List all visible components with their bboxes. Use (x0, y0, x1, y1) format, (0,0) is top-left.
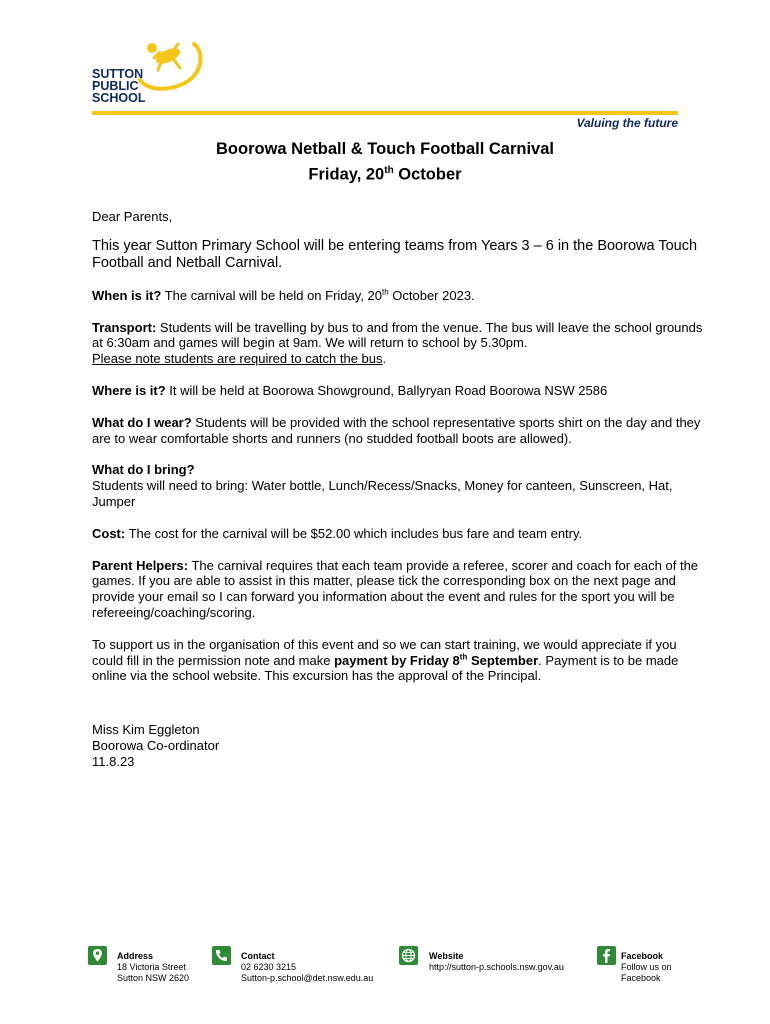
letter-body (92, 209, 704, 770)
signature-name: Miss Kim Eggleton (92, 722, 200, 738)
footer-address-line-2: Sutton NSW 2620 (117, 973, 190, 983)
footer-website-url[interactable]: http://sutton-p.schools.nsw.gov.au (429, 962, 564, 972)
greeting: Dear Parents, (92, 209, 173, 224)
bring-paragraph (92, 462, 704, 509)
transport-text: Students will be travelling by bus to and from the venue. The bus will leave the school grounds at 6:30am and games will begin at 9am. We will return to school by 5.30pm. (92, 319, 703, 351)
where-text: It will be held at Boorowa Showground, Ballyryan Road Boorowa NSW 2586 (165, 382, 608, 398)
support-text-post: . Payment is to be made online via the school website. This excursion has the approval of the Principal. (92, 652, 679, 684)
logo-line-2: PUBLIC (92, 79, 139, 93)
document-title (0, 138, 770, 186)
where-label: Where is it? (92, 382, 166, 398)
title-date-post: October (393, 165, 462, 184)
cost-text: The cost for the carnival will be $52.00 which includes bus fare and team entry. (125, 525, 583, 541)
helpers-paragraph (92, 558, 704, 621)
footer-contact-phone: 02 6230 3215 (241, 962, 297, 972)
when-paragraph (92, 288, 704, 304)
title-line-1: Boorowa Netball & Touch Football Carnival (216, 140, 554, 158)
signature-role: Boorowa Co-ordinator (92, 737, 220, 753)
payment-deadline-sup: th (459, 652, 468, 662)
transport-note-end: . (382, 351, 387, 367)
footer (0, 946, 770, 996)
when-text-post: October 2023. (388, 287, 475, 303)
bring-label: What do I bring? (92, 462, 195, 478)
footer-address-line-1: 18 Victoria Street (117, 962, 186, 972)
when-label: When is it? (92, 287, 162, 303)
when-text-pre: The carnival will be held on Friday, 20 (161, 287, 382, 303)
logo-line-3: SCHOOL (92, 91, 146, 105)
where-paragraph (92, 383, 704, 399)
cost-paragraph (92, 526, 704, 542)
payment-deadline (334, 653, 538, 668)
school-tagline: Valuing the future (576, 116, 678, 130)
header-divider (92, 111, 678, 115)
intro-paragraph: This year Sutton Primary School will be entering teams from Years 3 – 6 in the Boorowa Touch Football and Netball Carnival. (92, 237, 698, 271)
support-paragraph (92, 637, 704, 684)
school-logo (92, 40, 212, 110)
footer-website-label: Website (429, 951, 464, 961)
wear-paragraph (92, 415, 704, 447)
footer-facebook-label: Facebook (621, 951, 664, 961)
title-date-pre: Friday, 20 (308, 165, 385, 184)
globe-icon (399, 946, 418, 965)
footer-contact-email[interactable]: Sutton-p.school@det.nsw.edu.au (241, 973, 374, 983)
wear-text: Students will be provided with the school representative sports shirt on the day and they are to wear comfortable shorts and runners (no studded football boots are allowed). (92, 414, 701, 446)
footer-facebook-line-1[interactable]: Follow us on (621, 962, 672, 972)
payment-deadline-post: September (467, 652, 539, 668)
transport-label: Transport: (92, 319, 157, 335)
helpers-label: Parent Helpers: (92, 557, 189, 573)
cost-label: Cost: (92, 525, 126, 541)
when-text-sup: th (381, 287, 389, 297)
phone-icon (212, 946, 231, 965)
helpers-text: The carnival requires that each team provide a referee, scorer and coach for each of the games. If you are able to assist in this matter, please tick the corresponding box on the next page and provide your email so I can forward you information about the event and rules for the sport you will be refereeing/coaching/scoring. (92, 557, 699, 620)
footer-facebook-line-2[interactable]: Facebook (621, 973, 661, 983)
facebook-icon (597, 946, 616, 965)
footer-contact-label: Contact (241, 951, 275, 961)
transport-note: Please note students are required to catch the bus (92, 351, 383, 367)
footer-address-label: Address (117, 951, 154, 961)
logo-line-1: SUTTON (92, 67, 144, 81)
logo-wordmark (92, 68, 145, 104)
title-date-sup: th (384, 165, 394, 176)
title-line-2 (0, 160, 770, 186)
support-text-pre: To support us in the organisation of this event and so we can start training, we would appreciate if you could fill in the permission note and make (92, 636, 677, 668)
payment-deadline-pre: payment by Friday 8 (334, 652, 460, 668)
location-pin-icon (88, 946, 107, 965)
bring-text: Students will need to bring: Water bottle, Lunch/Recess/Snacks, Money for canteen, Sunscreen, Hat, Jumper (92, 478, 673, 509)
transport-paragraph (92, 320, 704, 367)
wear-label: What do I wear? (92, 414, 192, 430)
signature-date: 11.8.23 (92, 753, 135, 769)
